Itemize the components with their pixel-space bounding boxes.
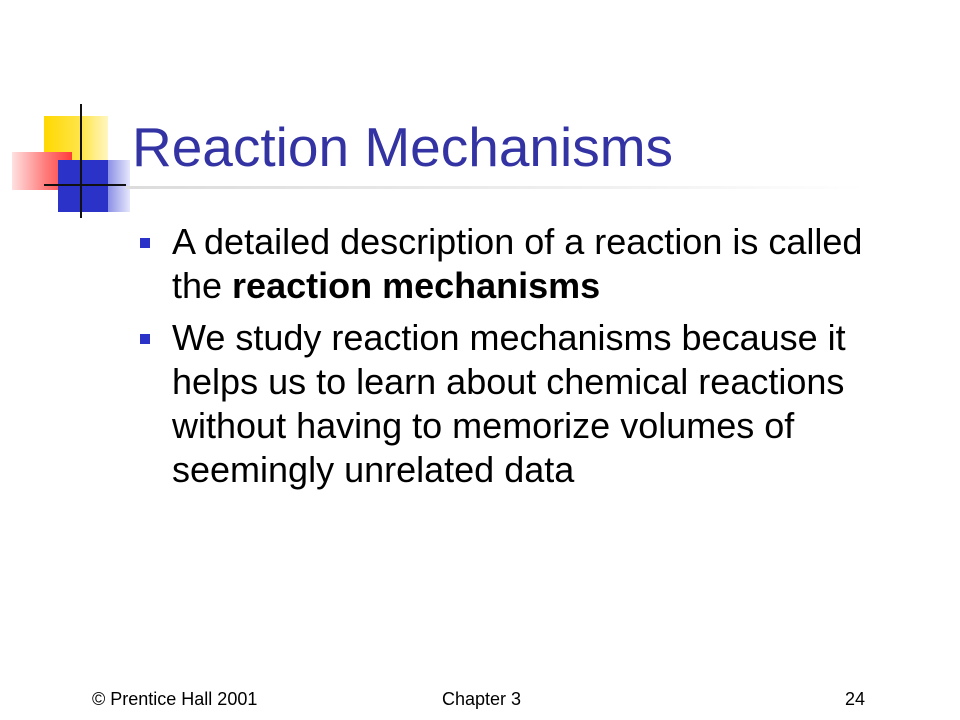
title-underline xyxy=(126,186,866,189)
bullet-item xyxy=(138,220,878,308)
square-bullet-icon xyxy=(140,334,150,344)
footer-copyright: © Prentice Hall 2001 xyxy=(92,689,258,709)
bullet-text-plain: A detailed description of a reaction is called the xyxy=(172,221,863,306)
slide-title: Reaction Mechanisms xyxy=(132,116,674,178)
bullet-list xyxy=(138,220,878,500)
square-bullet-icon xyxy=(140,238,150,248)
footer-page-number: 24 xyxy=(845,689,866,709)
vertical-line-decoration xyxy=(80,104,82,218)
bullet-text xyxy=(172,317,846,490)
blue-square-decoration xyxy=(58,160,108,212)
bullet-item xyxy=(138,316,878,492)
bullet-text-bold: reaction mechanisms xyxy=(232,265,601,306)
bullet-text-plain: We study reaction mechanisms because it helps us to learn about chemical reactions without having to memorize volumes of seemingly unrelated data xyxy=(172,317,846,490)
horizontal-line-decoration xyxy=(44,184,126,186)
footer-chapter: Chapter 3 xyxy=(442,689,522,709)
bullet-text xyxy=(172,221,862,306)
